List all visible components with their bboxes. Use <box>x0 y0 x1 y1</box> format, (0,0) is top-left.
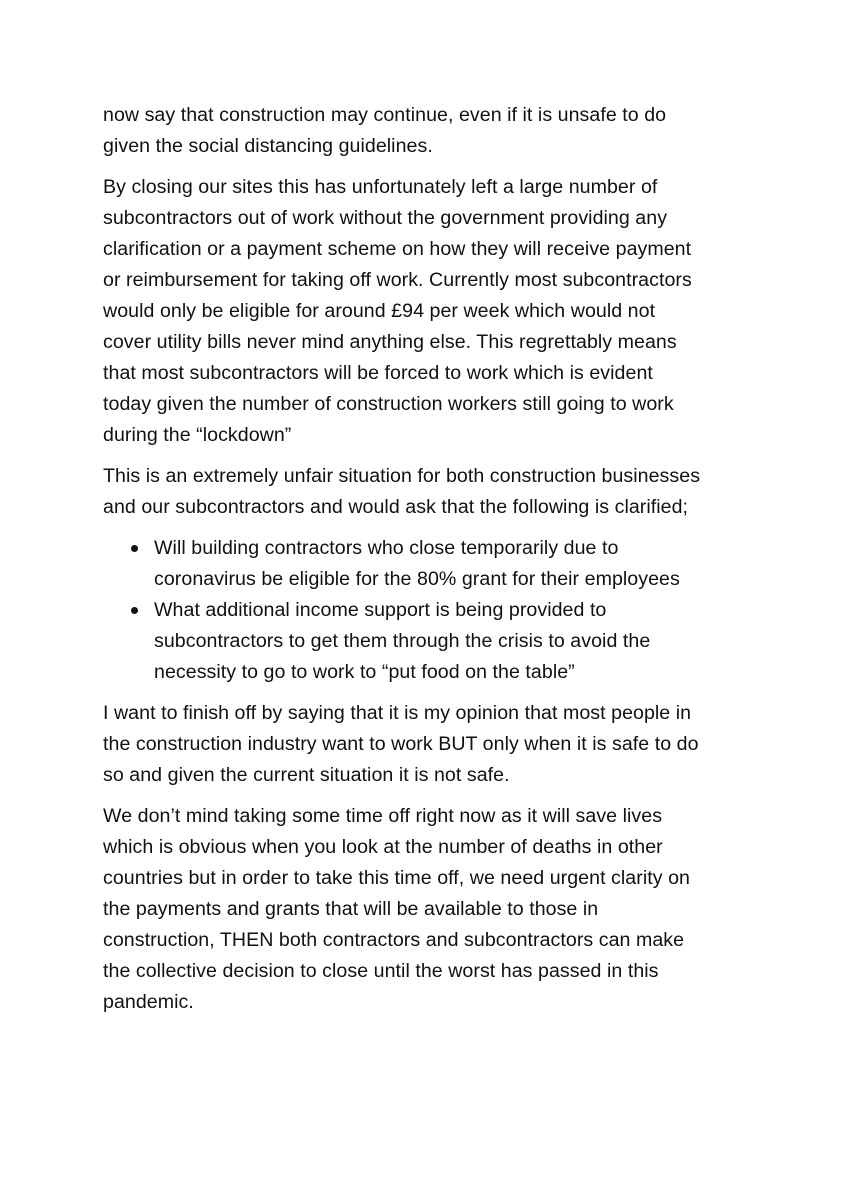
bullet-dot-icon <box>131 545 138 552</box>
text-line: This is an extremely unfair situation for both construction businesses <box>103 465 701 487</box>
text-line: during the “lockdown” <box>103 424 292 446</box>
text-line: subcontractors to get them through the crisis to avoid the <box>154 630 651 652</box>
text-line: What additional income support is being provided to <box>154 599 607 621</box>
text-line: We don’t mind taking some time off right now as it will save lives <box>103 805 663 827</box>
bullet-dot-icon <box>131 607 138 614</box>
paragraph <box>103 801 753 1018</box>
bullet-list <box>103 533 753 688</box>
text-line: cover utility bills never mind anything else. This regrettably means <box>103 331 677 353</box>
text-line: clarification or a payment scheme on how they will receive payment <box>103 238 692 260</box>
bullet-item <box>103 595 753 688</box>
text-line: given the social distancing guidelines. <box>103 135 433 157</box>
text-line: the construction industry want to work BUT only when it is safe to do <box>103 733 699 755</box>
text-line: Will building contractors who close temporarily due to <box>154 537 619 559</box>
text-line: coronavirus be eligible for the 80% grant for their employees <box>154 568 680 590</box>
text-line: necessity to go to work to “put food on the table” <box>154 661 575 683</box>
text-line: construction, THEN both contractors and subcontractors can make <box>103 929 685 951</box>
paragraph <box>103 698 753 791</box>
text-line: pandemic. <box>103 991 194 1013</box>
text-line: and our subcontractors and would ask that the following is clarified; <box>103 496 689 518</box>
text-line: the payments and grants that will be available to those in <box>103 898 599 920</box>
text-line: countries but in order to take this time off, we need urgent clarity on <box>103 867 690 889</box>
paragraph <box>103 172 753 451</box>
paragraph <box>103 461 753 523</box>
text-line: that most subcontractors will be forced to work which is evident <box>103 362 653 384</box>
bullet-item <box>103 533 753 595</box>
paragraph <box>103 100 753 162</box>
text-line: I want to finish off by saying that it is my opinion that most people in <box>103 702 692 724</box>
letter-body <box>103 100 753 1028</box>
text-line: By closing our sites this has unfortunately left a large number of <box>103 176 658 198</box>
text-line: which is obvious when you look at the number of deaths in other <box>103 836 663 858</box>
text-line: so and given the current situation it is not safe. <box>103 764 510 786</box>
text-line: would only be eligible for around £94 per week which would not <box>103 300 656 322</box>
text-line: now say that construction may continue, even if it is unsafe to do <box>103 104 667 126</box>
text-line: or reimbursement for taking off work. Currently most subcontractors <box>103 269 692 291</box>
text-line: today given the number of construction workers still going to work <box>103 393 674 415</box>
text-line: the collective decision to close until the worst has passed in this <box>103 960 659 982</box>
text-line: subcontractors out of work without the government providing any <box>103 207 668 229</box>
